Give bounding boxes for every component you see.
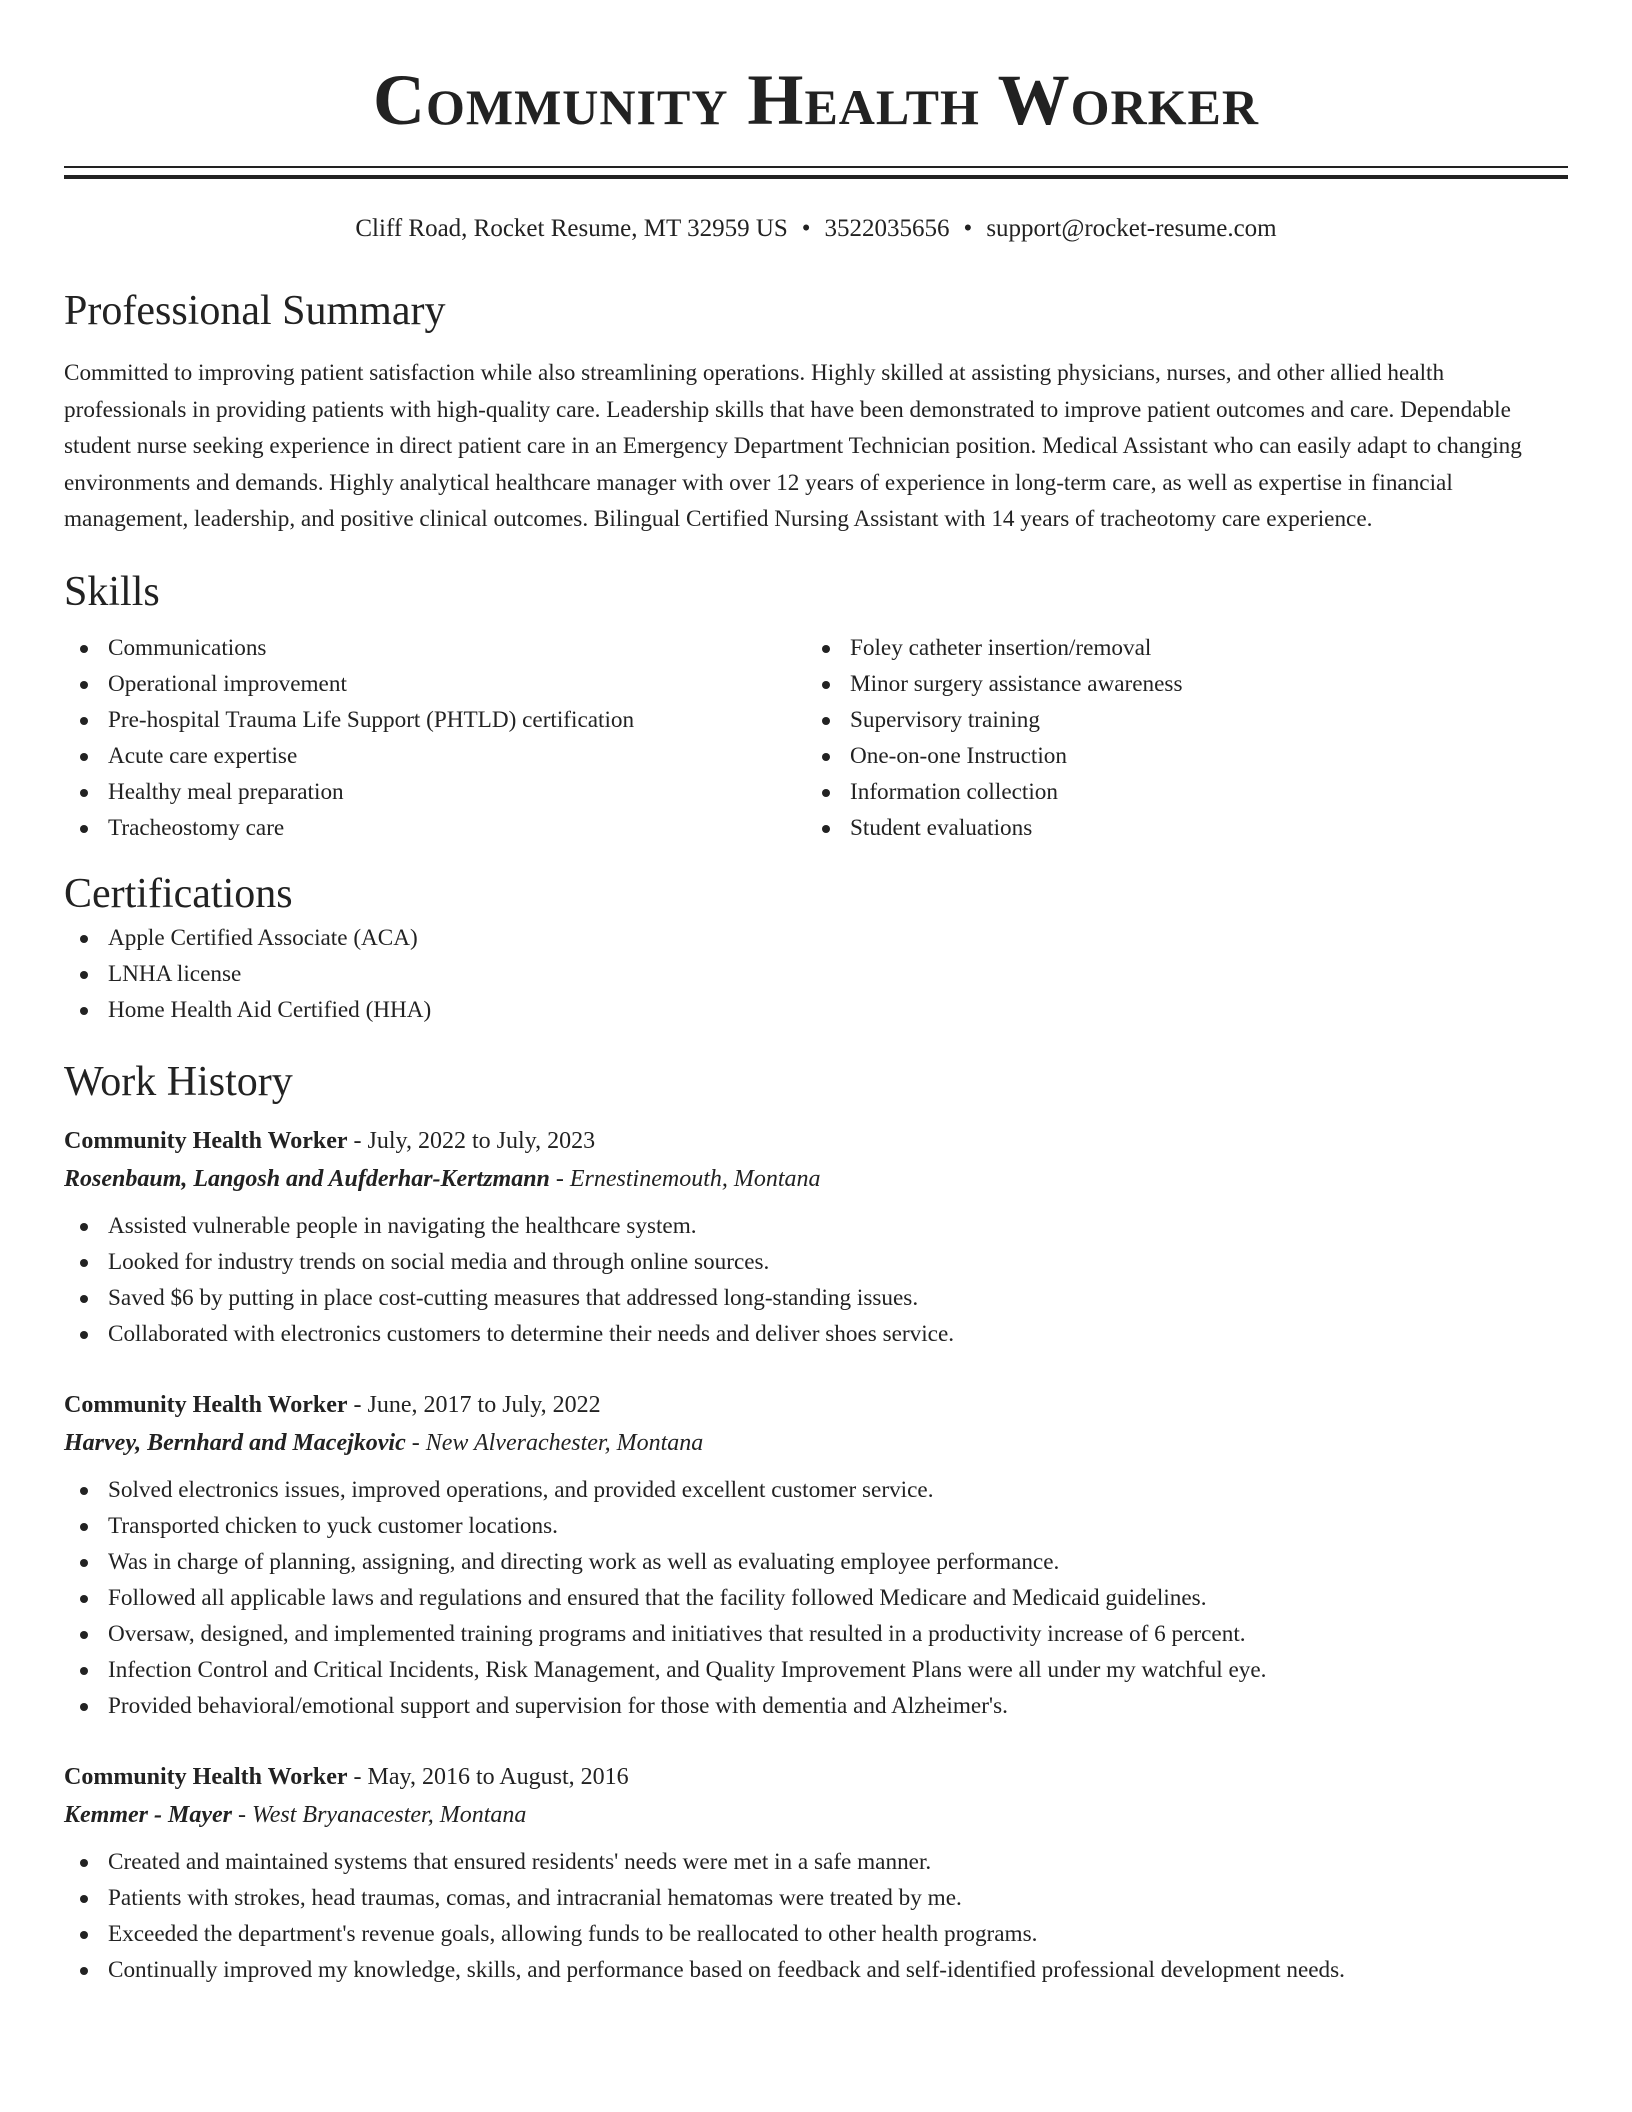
job-duty-item: Saved $6 by putting in place cost-cutting measures that addressed long-standing issues. [64, 1280, 1568, 1316]
bullet-icon [822, 753, 830, 761]
bullet-icon [80, 971, 88, 979]
bullet-icon [80, 1631, 88, 1639]
skill-item: Pre-hospital Trauma Life Support (PHTLD) certification [64, 702, 806, 738]
skill-item: One-on-one Instruction [806, 738, 1548, 774]
contact-address: Cliff Road, Rocket Resume, MT 32959 US [355, 215, 788, 242]
job-duty-item: Created and maintained systems that ensured residents' needs were met in a safe manner. [64, 1844, 1568, 1880]
job-duty-item: Solved electronics issues, improved operations, and provided excellent customer service. [64, 1472, 1568, 1508]
certification-item: Apple Certified Associate (ACA) [64, 920, 1568, 956]
skill-item: Acute care expertise [64, 738, 806, 774]
job-dates: - July, 2022 to July, 2023 [347, 1127, 596, 1154]
resume-page [64, 0, 1568, 1988]
bullet-icon [80, 1487, 88, 1495]
bullet-icon [822, 645, 830, 653]
job-location: - West Bryanacester, Montana [231, 1801, 527, 1828]
job-duties-list [64, 1208, 1568, 1352]
certifications-heading: Certifications [64, 870, 293, 917]
bullet-icon [80, 1259, 88, 1267]
bullet-icon [80, 1967, 88, 1975]
skills-list-right [806, 630, 1548, 846]
job-duty-item: Infection Control and Critical Incidents, Risk Management, and Quality Improvement Plans were all under my watchful eye. [64, 1652, 1568, 1688]
bullet-icon [80, 789, 88, 797]
bullet-icon [80, 825, 88, 833]
job-title: Community Health Worker [64, 1763, 348, 1790]
bullet-icon [80, 681, 88, 689]
title-divider-thick [64, 175, 1568, 179]
job-company-line [64, 1796, 1568, 1834]
certification-item: Home Health Aid Certified (HHA) [64, 992, 1568, 1028]
work-history-heading: Work History [64, 1058, 293, 1105]
skill-item: Information collection [806, 774, 1548, 810]
bullet-icon [80, 1295, 88, 1303]
job-dates: - June, 2017 to July, 2022 [347, 1391, 601, 1418]
bullet-icon [80, 1595, 88, 1603]
job-company: Kemmer - Mayer [64, 1801, 232, 1828]
job-location: - New Alverachester, Montana [405, 1429, 704, 1456]
job-duty-item: Assisted vulnerable people in navigating the healthcare system. [64, 1208, 1568, 1244]
job-duty-item: Provided behavioral/emotional support and supervision for those with dementia and Alzheimer's. [64, 1688, 1568, 1724]
job-duty-item: Patients with strokes, head traumas, comas, and intracranial hematomas were treated by me. [64, 1880, 1568, 1916]
bullet-icon [80, 645, 88, 653]
job-company-line [64, 1160, 1568, 1198]
contact-line [64, 213, 1568, 245]
certification-item: LNHA license [64, 956, 1568, 992]
summary-text: Committed to improving patient satisfaction while also streamlining operations. Highly skilled at assisting physicians, nurses, and other allied health professionals in providing patients with high-quality care. Leadership skills that have been demonstrated to improve patient outcomes and care. Dependable student nurse seeking experience in direct patient care in an Emergency Department Technician position. Medical Assistant who can easily adapt to changing environments and demands. Highly analytical healthcare manager with over 12 years of experience in long-term care, as well as expertise in financial management, leadership, and positive clinical outcomes. Bilingual Certified Nursing Assistant with 14 years of tracheotomy care experience. [64, 360, 1522, 532]
bullet-icon [822, 789, 830, 797]
job-duties-list [64, 1472, 1568, 1724]
bullet-icon [822, 825, 830, 833]
skill-item: Minor surgery assistance awareness [806, 666, 1548, 702]
bullet-icon [80, 753, 88, 761]
job-entry [64, 1758, 1568, 1988]
job-title-line [64, 1758, 1568, 1796]
job-company-line [64, 1424, 1568, 1462]
job-location: - Ernestinemouth, Montana [549, 1165, 821, 1192]
job-duty-item: Transported chicken to yuck customer locations. [64, 1508, 1568, 1544]
contact-separator: • [963, 215, 973, 242]
skills-column-right [806, 630, 1548, 846]
bullet-icon [822, 717, 830, 725]
skills-grid [64, 630, 1568, 846]
bullet-icon [80, 1667, 88, 1675]
skill-item: Communications [64, 630, 806, 666]
skills-column-left [64, 630, 806, 846]
bullet-icon [80, 1523, 88, 1531]
bullet-icon [80, 717, 88, 725]
job-duty-item: Was in charge of planning, assigning, and directing work as well as evaluating employee performance. [64, 1544, 1568, 1580]
job-dates: - May, 2016 to August, 2016 [347, 1763, 629, 1790]
job-title-line [64, 1122, 1568, 1160]
job-company: Harvey, Bernhard and Macejkovic [64, 1429, 406, 1456]
certifications-list [64, 920, 1568, 1028]
bullet-icon [80, 1859, 88, 1867]
job-duty-item: Continually improved my knowledge, skills, and performance based on feedback and self-identified professional development needs. [64, 1952, 1568, 1988]
bullet-icon [80, 1007, 88, 1015]
skill-item: Supervisory training [806, 702, 1548, 738]
summary-heading: Professional Summary [64, 288, 446, 334]
bullet-icon [80, 1559, 88, 1567]
bullet-icon [80, 1703, 88, 1711]
skill-item: Healthy meal preparation [64, 774, 806, 810]
contact-phone: 3522035656 [824, 215, 950, 242]
job-title: Community Health Worker [64, 1391, 348, 1418]
job-duty-item: Collaborated with electronics customers to determine their needs and deliver shoes service. [64, 1316, 1568, 1352]
skills-list-left [64, 630, 806, 846]
bullet-icon [80, 935, 88, 943]
bullet-icon [80, 1895, 88, 1903]
bullet-icon [80, 1331, 88, 1339]
skills-heading: Skills [64, 568, 160, 615]
bullet-icon [80, 1223, 88, 1231]
job-title: Community Health Worker [64, 1127, 348, 1154]
title-divider-thin [64, 166, 1568, 168]
job-title-line [64, 1386, 1568, 1424]
contact-separator: • [801, 215, 811, 242]
bullet-icon [80, 1931, 88, 1939]
job-entry [64, 1386, 1568, 1724]
job-duties-list [64, 1844, 1568, 1988]
skill-item: Student evaluations [806, 810, 1548, 846]
job-duty-item: Followed all applicable laws and regulations and ensured that the facility followed Medicare and Medicaid guidelines. [64, 1580, 1568, 1616]
bullet-icon [822, 681, 830, 689]
job-company: Rosenbaum, Langosh and Aufderhar-Kertzmann [64, 1165, 550, 1192]
resume-title: Community Health Worker [373, 60, 1259, 140]
job-duty-item: Looked for industry trends on social media and through online sources. [64, 1244, 1568, 1280]
skill-item: Operational improvement [64, 666, 806, 702]
skill-item: Foley catheter insertion/removal [806, 630, 1548, 666]
contact-email: support@rocket-resume.com [986, 215, 1277, 242]
job-duty-item: Oversaw, designed, and implemented training programs and initiatives that resulted in a productivity increase of 6 percent. [64, 1616, 1568, 1652]
job-entry [64, 1122, 1568, 1352]
skill-item: Tracheostomy care [64, 810, 806, 846]
job-duty-item: Exceeded the department's revenue goals, allowing funds to be reallocated to other health programs. [64, 1916, 1568, 1952]
